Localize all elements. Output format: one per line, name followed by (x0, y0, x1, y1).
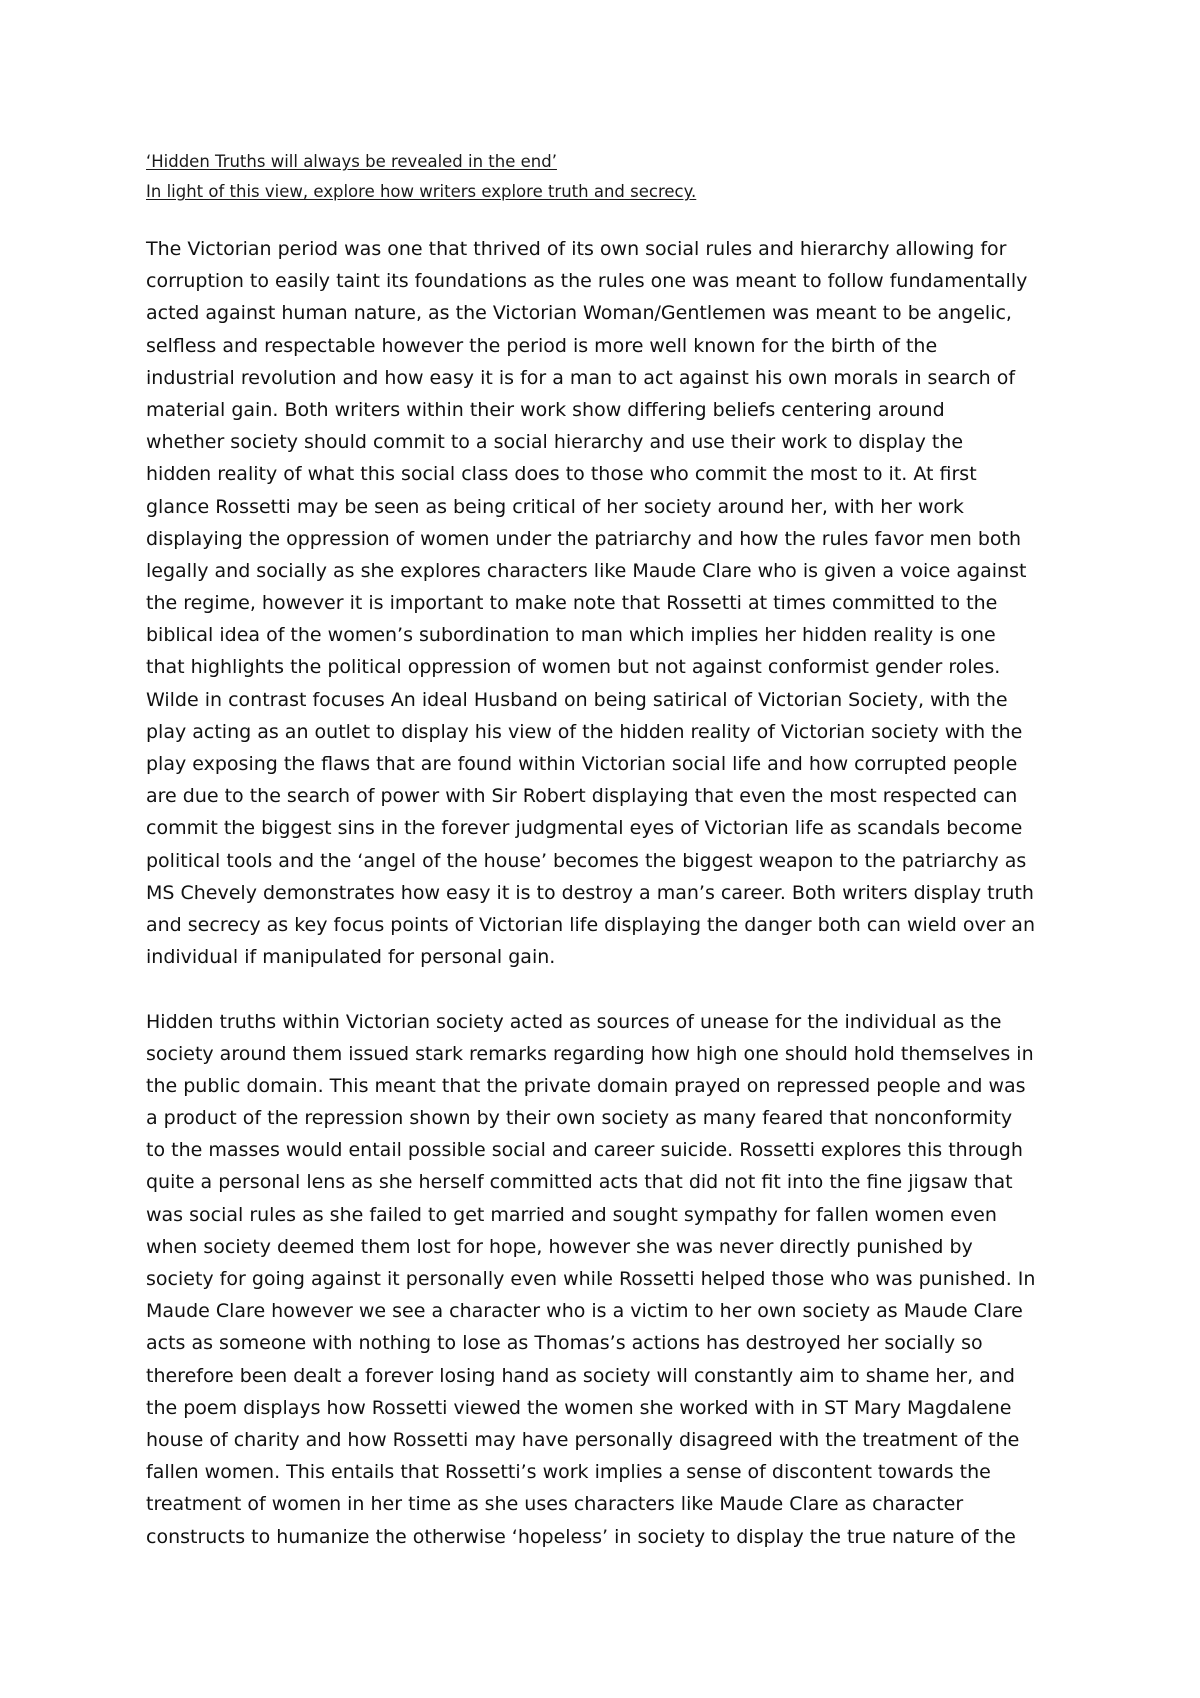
text-line: whether society should commit to a social hierarchy and use their work to display the (146, 431, 964, 454)
text-line: society around them issued stark remarks regarding how high one should hold themselves in (146, 1042, 1034, 1065)
paragraph-gap (146, 973, 1076, 1005)
text-line: the public domain. This meant that the private domain prayed on repressed people and was (146, 1074, 1026, 1097)
text-line: society for going against it personally even while Rossetti helped those who was punished. In (146, 1268, 1036, 1290)
text-line: hidden reality of what this social class does to those who commit the most to it. At first (146, 463, 977, 486)
text-line: material gain. Both writers within their work show differing beliefs centering around (146, 398, 945, 421)
text-line: The Victorian period was one that thrived of its own social rules and hierarchy allowing for (146, 238, 1007, 260)
essay-body (146, 233, 1076, 1553)
paragraph-2 (146, 1006, 1076, 1553)
text-line: legally and socially as she explores characters like Maude Clare who is given a voice against (146, 559, 1027, 582)
text-line: are due to the search of power with Sir Robert displaying that even the most respected can (146, 785, 1018, 808)
text-line: MS Chevely demonstrates how easy it is to destroy a man’s career. Both writers display truth (146, 881, 1034, 904)
text-line: house of charity and how Rossetti may have personally disagreed with the treatment of the (146, 1428, 1020, 1451)
text-line: was social rules as she failed to get married and sought sympathy for fallen women even (146, 1203, 997, 1226)
text-line: play exposing the flaws that are found within Victorian social life and how corrupted people (146, 753, 1018, 775)
text-line: a product of the repression shown by their own society as many feared that nonconformity (146, 1107, 1013, 1130)
text-line: when society deemed them lost for hope, however she was never directly punished by (146, 1235, 973, 1258)
text-line: the poem displays how Rossetti viewed the women she worked with in ST Mary Magdalene (146, 1396, 1012, 1419)
text-line: to the masses would entail possible social and career suicide. Rossetti explores this through (146, 1139, 1023, 1162)
text-line: constructs to humanize the otherwise ‘hopeless’ in society to display the true nature of the (146, 1525, 1016, 1548)
text-line: the regime, however it is important to make note that Rossetti at times committed to the (146, 592, 998, 615)
text-line: and secrecy as key focus points of Victorian life displaying the danger both can wield over an (146, 913, 1035, 936)
text-line: quite a personal lens as she herself committed acts that did not fit into the fine jigsaw that (146, 1171, 1013, 1194)
text-line: political tools and the ‘angel of the house’ becomes the biggest weapon to the patriarchy as (146, 849, 1027, 872)
text-line: acts as someone with nothing to lose as Thomas’s actions has destroyed her socially so (146, 1332, 983, 1355)
text-line: biblical idea of the women’s subordination to man which implies her hidden reality is one (146, 624, 996, 647)
text-line: fallen women. This entails that Rossetti’s work implies a sense of discontent towards the (146, 1461, 991, 1484)
paragraph-1 (146, 233, 1076, 973)
text-line: selfless and respectable however the period is more well known for the birth of the (146, 334, 938, 357)
text-line: treatment of women in her time as she uses characters like Maude Clare as character (146, 1493, 964, 1516)
essay-question: In light of this view, explore how writers explore truth and secrecy. (146, 182, 697, 201)
text-line: corruption to easily taint its foundations as the rules one was meant to follow fundamentally (146, 270, 1028, 293)
text-line: displaying the oppression of women under the patriarchy and how the rules favor men both (146, 527, 1021, 550)
text-line: Wilde in contrast focuses An ideal Husband on being satirical of Victorian Society, with the (146, 688, 1008, 711)
text-line: glance Rossetti may be seen as being critical of her society around her, with her work (146, 495, 964, 518)
text-line: Hidden truths within Victorian society acted as sources of unease for the individual as the (146, 1010, 1002, 1033)
essay-title: ‘Hidden Truths will always be revealed in the end’ (146, 152, 557, 171)
essay-header (146, 147, 846, 207)
text-line: acted against human nature, as the Victorian Woman/Gentlemen was meant to be angelic, (146, 302, 1012, 325)
text-line: therefore been dealt a forever losing hand as society will constantly aim to shame her, and (146, 1364, 1015, 1387)
text-line: that highlights the political oppression of women but not against conformist gender roles. (146, 656, 1001, 679)
text-line: Maude Clare however we see a character who is a victim to her own society as Maude Clare (146, 1300, 1023, 1323)
text-line: individual if manipulated for personal gain. (146, 946, 556, 969)
text-line: industrial revolution and how easy it is for a man to act against his own morals in search of (146, 366, 1016, 389)
text-line: play acting as an outlet to display his view of the hidden reality of Victorian society with the (146, 720, 1023, 743)
text-line: commit the biggest sins in the forever judgmental eyes of Victorian life as scandals become (146, 817, 1023, 840)
